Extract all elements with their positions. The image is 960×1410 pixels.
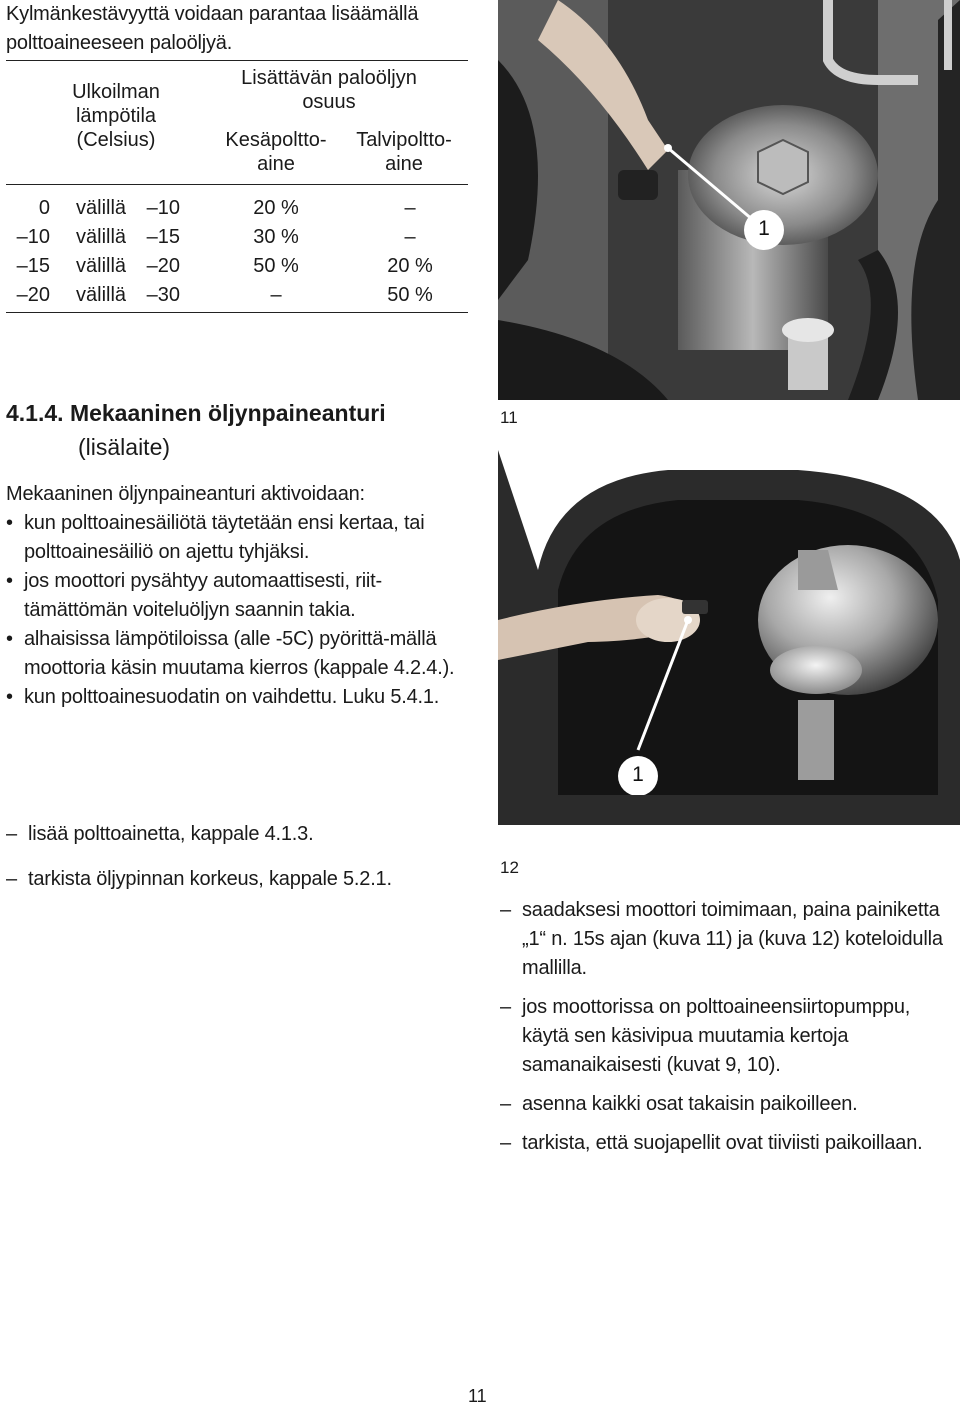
figure-button-photo <box>498 450 960 843</box>
list-item: – asenna kaikki osat takaisin paikoilleen. <box>500 1090 960 1119</box>
table-cell-word: välillä <box>76 226 127 248</box>
callout-1-top: 1 <box>758 217 770 240</box>
table-header-summer: Kesäpoltto-aine <box>225 129 327 175</box>
table-cell-to: –30 <box>146 284 180 306</box>
table-cell-winter: 20 % <box>387 255 433 277</box>
table-cell-to: –15 <box>146 226 180 248</box>
section-number: 4.1.4. <box>6 400 64 426</box>
right-steps <box>500 896 960 1158</box>
table-cell-word: välillä <box>76 255 127 277</box>
list-item: – tarkista öljypinnan korkeus, kappale 5.2.1. <box>6 865 476 894</box>
table-header-winter: Talvipoltto-aine <box>356 129 452 175</box>
table-cell-summer: 20 % <box>253 197 299 219</box>
section-heading <box>6 396 386 464</box>
table-cell-word: välillä <box>76 284 127 306</box>
list-item: – saadaksesi moottori toimimaan, paina painiketta „1“ n. 15s ajan (kuva 11) ja (kuva 12) koteloidulla mallilla. <box>500 896 960 983</box>
section-body <box>6 480 476 712</box>
table-header-temperature: Ulkoilman lämpötila (Celsius) <box>72 81 160 151</box>
table-cell-winter: 50 % <box>387 284 433 306</box>
table-top-rule <box>6 60 468 61</box>
table-cell-to: –20 <box>146 255 180 277</box>
table-cell-to: –10 <box>146 197 180 219</box>
left-steps <box>6 820 476 894</box>
list-item: – jos moottorissa on polttoaineensiirtopumppu, käytä sen käsivipua muutamia kertoja samanaikaisesti (kuvat 9, 10). <box>500 993 960 1080</box>
figure-engine-photo-top <box>498 0 960 400</box>
figure-11-number: 11 <box>500 408 518 427</box>
list-item: • jos moottori pysähtyy automaattisesti, riit-tämättömän voiteluöljyn saannin takia. <box>6 567 476 625</box>
table-cell-winter: – <box>404 197 416 219</box>
figure-12-number: 12 <box>500 858 519 877</box>
list-item: • kun polttoainesuodatin on vaihdettu. Luku 5.4.1. <box>6 683 476 712</box>
fuel-oil-table <box>6 60 468 313</box>
table-header-rule <box>6 184 468 185</box>
section-subtitle: (lisälaite) <box>78 434 171 460</box>
section-title: Mekaaninen öljynpaineanturi <box>69 400 386 426</box>
table-cell-from: –20 <box>16 284 50 306</box>
table-cell-summer: 50 % <box>253 255 299 277</box>
section-lead: Mekaaninen öljynpaineanturi aktivoidaan: <box>6 483 365 505</box>
table-cell-from: –15 <box>16 255 50 277</box>
intro-text: Kylmänkestävyyttä voidaan parantaa lisäämällä polttoaineeseen paloöljyä. <box>6 3 419 54</box>
callout-1-bottom: 1 <box>632 763 644 786</box>
list-item: • kun polttoainesäiliötä täytetään ensi kertaa, tai polttoainesäiliö on ajettu tyhjäksi. <box>6 509 476 567</box>
table-bottom-rule <box>6 312 468 313</box>
table-cell-summer: – <box>270 284 282 306</box>
table-cell-summer: 30 % <box>253 226 299 248</box>
list-item: • alhaisissa lämpötiloissa (alle -5C) pyörittä-mällä moottoria käsin muutama kierros (kappale 4.2.4.). <box>6 625 476 683</box>
list-item: – lisää polttoainetta, kappale 4.1.3. <box>6 820 476 849</box>
list-item: – tarkista, että suojapellit ovat tiiviisti paikoillaan. <box>500 1129 960 1158</box>
page-number: 11 <box>468 1386 487 1406</box>
table-header-group: Lisättävän paloöljyn osuus <box>241 67 417 113</box>
bullet-list <box>6 509 476 712</box>
table-cell-word: välillä <box>76 197 127 219</box>
table-cell-from: –10 <box>16 226 50 248</box>
table-cell-winter: – <box>404 226 416 248</box>
table-cell-from: 0 <box>38 197 50 219</box>
figure-code: 2392 / 12 <box>508 828 563 843</box>
